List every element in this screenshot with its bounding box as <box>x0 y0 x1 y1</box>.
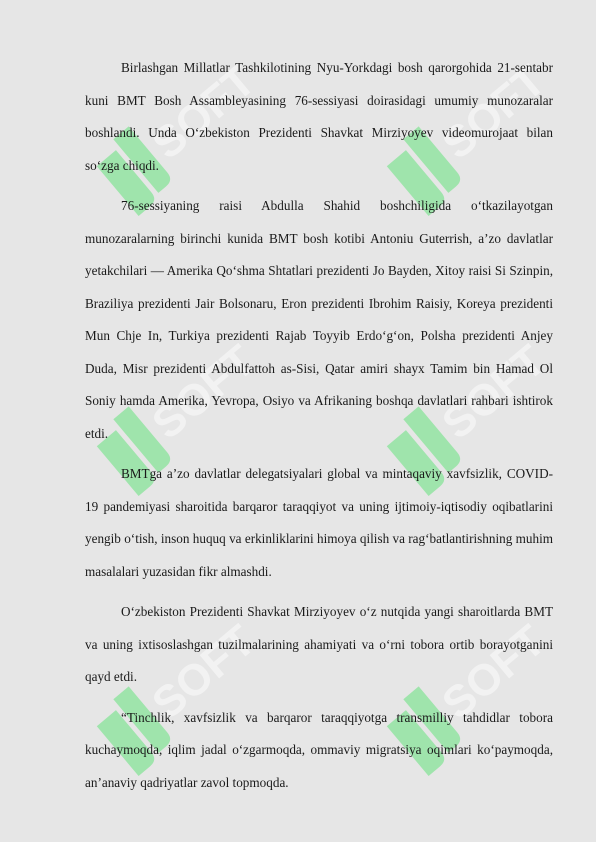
svg-text:SOFT: SOFT <box>433 615 555 729</box>
article-body <box>85 52 553 807</box>
svg-text:SOFT: SOFT <box>433 55 555 169</box>
svg-text:SOFT: SOFT <box>143 335 265 449</box>
paragraph: Birlashgan Millatlar Tashkilotining Nyu-Yorkdagi bosh qarorgohida 21-sentabr kuni BMT Bosh Assambleyasining 76-sessiyasi doirasidagi umumiy munozaralar boshlandi. Unda O‘zbekiston Prezidenti Shavkat Mirziyoyev videomurojaat bilan so‘zga chiqdi. <box>85 60 553 173</box>
svg-text:SOFT: SOFT <box>143 55 265 169</box>
paragraph: 76-sessiyaning raisi Abdulla Shahid boshchiligida o‘tkazilayotgan munozaralarning birinchi kunida BMT bosh kotibi Antoniu Guterrish, a’zo davlatlar yetakchilari — Amerika Qo‘shma Shtatlari prezidenti Jo Bayden, Xitoy raisi Si Szinpin, Braziliya prezidenti Jair Bolsonaru, Eron prezidenti Ibrohim Raisiy, Koreya prezidenti Mun Chje In, Turkiya prezidenti Rajab Toyyib Erdo‘g‘on, Polsha prezidenti Anjey Duda, Misr prezidenti Abdulfattoh as-Sisi, Qatar amiri shayx Tamim bin Hamad Ol Soniy hamda Amerika, Yevropa, Osiyo va Afrikaning boshqa davlatlari rahbari ishtirok etdi. <box>85 198 553 441</box>
paragraph: “Tinchlik, xavfsizlik va barqaror taraqqiyotga transmilliy tahdidlar tobora kuchaymoqda, iqlim jadal o‘zgarmoqda, ommaviy migratsiya oqimlari ko‘paymoqda, an’anaviy qadriyatlar zavol topmoqda. <box>85 709 553 790</box>
svg-text:SOFT: SOFT <box>143 615 265 729</box>
svg-text:SOFT: SOFT <box>433 335 555 449</box>
paragraph: O‘zbekiston Prezidenti Shavkat Mirziyoyev o‘z nutqida yangi sharoitlarda BMT va uning ixtisoslashgan tuzilmalarining ahamiyati va o‘rni tobora ortib borayotganini qayd etdi. <box>85 604 553 684</box>
paragraph: BMTga a’zo davlatlar delegatsiyalari global va mintaqaviy xavfsizlik, COVID-19 pandemiyasi sharoitida barqaror taraqqiyot va uning ijtimoiy-iqtisodiy oqibatlarini yengib o‘tish, inson huquq va erkinliklarini himoya qilish va rag‘batlantirishning muhim masalalari yuzasidan fikr almashdi. <box>85 466 553 579</box>
